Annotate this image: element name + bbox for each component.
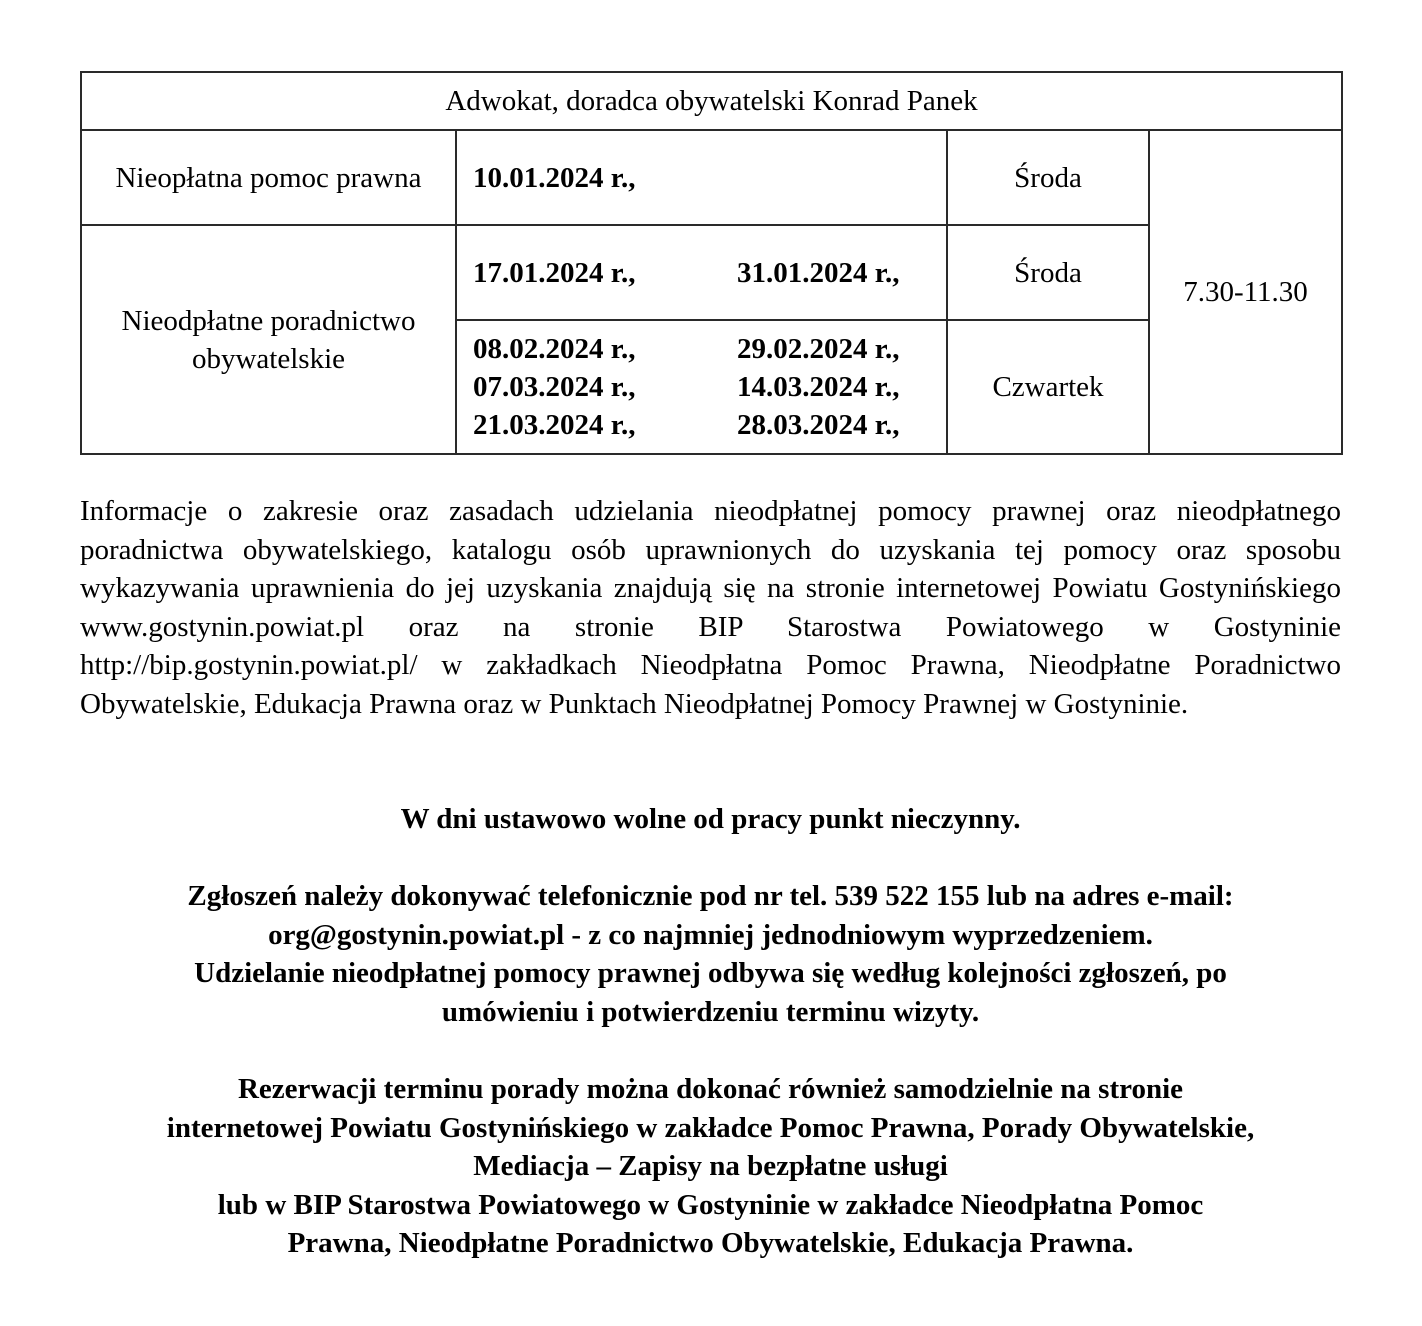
registration-notice [80, 877, 1341, 1031]
date-value: 28.03.2024 r., [737, 409, 900, 441]
date-value: 07.03.2024 r., [473, 371, 636, 403]
date-value: 08.02.2024 r., [473, 333, 636, 365]
table-row [81, 130, 1342, 225]
service-name-cell: Nieopłatna pomoc prawna [81, 130, 456, 225]
weekday-cell: Czwartek [947, 320, 1149, 454]
date-value: 21.03.2024 r., [473, 409, 636, 441]
date-value: 17.01.2024 r., [473, 256, 636, 289]
weekday-cell: Środa [947, 130, 1149, 225]
reservation-notice [80, 1070, 1341, 1263]
table-header-row [81, 72, 1342, 130]
weekday-cell: Środa [947, 225, 1149, 320]
reservation-line: lub w BIP Starostwa Powiatowego w Gostyninie w zakładce Nieodpłatna Pomoc [217, 1188, 1204, 1221]
schedule-table [80, 71, 1343, 455]
date-value: 31.01.2024 r., [737, 256, 900, 289]
reservation-line: internetowej Powiatu Gostynińskiego w zakładce Pomoc Prawna, Porady Obywatelskie, [166, 1111, 1255, 1144]
registration-line: Udzielanie nieodpłatnej pomocy prawnej odbywa się według kolejności zgłoszeń, po [194, 957, 1227, 989]
dates-cell [456, 130, 947, 225]
closed-days-notice: W dni ustawowo wolne od pracy punkt nieczynny. [400, 803, 1021, 835]
reservation-line: Mediacja – Zapisy na bezpłatne usługi [473, 1150, 948, 1182]
reservation-line: Prawna, Nieodpłatne Poradnictwo Obywatelskie, Edukacja Prawna. [287, 1227, 1134, 1259]
reservation-line: Rezerwacji terminu porady można dokonać również samodzielnie na stronie [237, 1073, 1184, 1105]
date-value: 29.02.2024 r., [737, 333, 900, 365]
service-name-cell: Nieodpłatne poradnictwo obywatelskie [81, 225, 456, 454]
registration-line: org@gostynin.powiat.pl - z co najmniej jednodniowym wyprzedzeniem. [268, 918, 1153, 951]
registration-line: Zgłoszeń należy dokonywać telefonicznie pod nr tel. 539 522 155 lub na adres e-mail: [187, 880, 1234, 912]
info-paragraph: Informacje o zakresie oraz zasadach udzielania nieodpłatnej pomocy prawnej oraz nieodpłatnego poradnictwa obywatelskiego, katalogu osób uprawnionych do uzyskania tej pomocy oraz sposobu wykazywania uprawnienia do jej uzyskania znajdują się na stronie internetowej Powiatu Gostynińskiego www.gostynin.powiat.pl oraz na stronie BIP Starostwa Powiatowego w Gostyninie http://bip.gostynin.powiat.pl/ w zakładkach Nieodpłatna Pomoc Prawna, Nieodpłatne Poradnictwo Obywatelskie, Edukacja Prawna oraz w Punktach Nieodpłatnej Pomocy Prawnej w Gostyninie. [80, 495, 1341, 720]
table-header: Adwokat, doradca obywatelski Konrad Panek [81, 72, 1342, 130]
dates-cell [456, 320, 947, 454]
registration-line: umówieniu i potwierdzeniu terminu wizyty. [441, 995, 980, 1028]
date-value: 10.01.2024 r., [473, 161, 636, 194]
dates-cell [456, 225, 947, 320]
date-value: 14.03.2024 r., [737, 371, 900, 403]
hours-cell: 7.30-11.30 [1149, 130, 1342, 454]
